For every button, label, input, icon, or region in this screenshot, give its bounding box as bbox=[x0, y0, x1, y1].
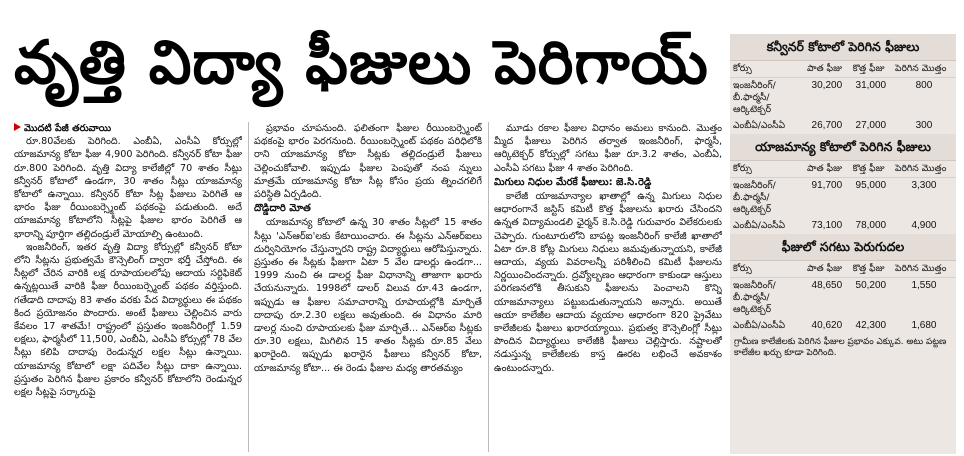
increase-cell: 1,550 bbox=[911, 280, 937, 291]
article-body bbox=[14, 122, 726, 452]
article-subheading: దొడ్డిదారి మోత bbox=[254, 203, 311, 215]
column-header: కొత్త ఫీజు bbox=[850, 261, 892, 278]
article-paragraph: ప్రభావం చూపనుంది. ఫలితంగా ఫీజుల రీయింబర్స్మెంట్ పథకంపై భారం పెరగనుంది. రీయింబర్స్మెంట్ పథకం పరిధిలోకి రాని యాజమాన్య కోటా సీట్లకు తల్లిదండ్రులే ఫీజులు చెల్లించుకోవాలి. ఇప్పుడు ఫీజుల పెంపుతో నంప న్నులు మాత్రమే యాజమాన్య కోటా సీట్ల కోసం ప్రయ త్నించగలిగే పరిస్థితి ఏర్పడింది. bbox=[254, 123, 482, 201]
column-header: పెరిగిన మొత్తం bbox=[892, 61, 956, 78]
old-fee-cell: 40,620 bbox=[811, 320, 843, 331]
article-column-2 bbox=[254, 122, 482, 452]
new-fee-cell: 78,000 bbox=[855, 220, 887, 231]
increase-cell: 3,300 bbox=[911, 180, 937, 191]
column-header: కోర్సు bbox=[730, 161, 804, 178]
sidebar-footnote: గ్రామీణ కాలేజీలకు పెరిగిన ఫీజుల ప్రభావం ఎక్కువ. అటు పట్టణ కాలేజీల ఖర్చు కూడా పెరిగింది. bbox=[734, 337, 947, 358]
article-paragraph bbox=[14, 122, 242, 135]
table-row bbox=[730, 118, 956, 134]
column-header: కోర్సు bbox=[730, 61, 804, 78]
table-header-row bbox=[730, 161, 956, 178]
crossref-label: మొదటి పేజీ తరువాయి bbox=[24, 123, 112, 134]
new-fee-cell: 27,000 bbox=[855, 120, 887, 131]
table-row bbox=[730, 78, 956, 119]
old-fee-cell: 30,200 bbox=[811, 80, 843, 91]
table-row bbox=[730, 178, 956, 219]
article-paragraph: కాలేజీ యాజమాన్యాల ఖాతాల్లో ఉన్న మిగులు నిధుల ఆధారంగానే జస్టిస్ కమిటీ కొత్త ఫీజులను ఖరారు చేసిందని ఉన్నత విద్యామండలి ఛైర్మన్ కె.సి.రెడ్డి గురువారం విలేకరులకు చెప్పారు. గుంటూరులోని బాపట్ల ఇంజనీరింగ్ కాలేజీ ఖాతాలో ఏటా రూ.8 కోట్ల మిగులు నిధులు జమవుతున్నాయని, కాలేజీ ఆదాయ, వ్యయ వివరాలన్నీ పరిశీలించి కమిటీ ఫీజులను నిర్ణయించిందన్నారు. ద్రవ్యోల్బణం ఆధారంగా కాకుండా ఆస్తులు పరిగణనలోకి తీసుకుని ఫీజులను పెంచాలని కొన్ని యాజమాన్యాలు పట్టుబడుతున్నాయని అన్నారు. అయితే ఆయా కాలేజీల ఆదాయ వ్యయాల ఆధారంగా 820 ప్రైవేటు కాలేజీలకు ఫీజులు ఖరారయ్యాయి. ప్రభుత్వ కౌన్సెలింగ్లో సీట్లు పొందిన విద్యార్థులు కాలేజీకి ఫీజులు చెల్లిస్తారు. నష్టాలతో నడుస్తున్న కాలేజీలకు కాస్త ఊరట లభించే అవకాశం ఉంటుందన్నారు. bbox=[494, 191, 722, 374]
increase-cell: 300 bbox=[915, 120, 933, 131]
new-fee-cell: 50,200 bbox=[855, 280, 887, 291]
article-subheading: మిగులు నిధుల మేరకే ఫీజులు: జె.సి.రెడ్డి bbox=[494, 176, 652, 188]
fee-table bbox=[730, 61, 956, 134]
column-header: పెరిగిన మొత్తం bbox=[892, 261, 956, 278]
article-paragraph: రూ.80వేలకు పెరిగింది. ఎంబీఏ, ఎంసీఏ కోర్సుల్లో యాజమాన్య కోటా ఫీజు 4,900 పెరిగింది. కన్వీనర్ కోటా ఫీజు రూ.800 పెరిగింది. వృత్తి విద్యా కాలేజీల్లో 70 శాతం సీట్లు కన్వీనర్ కోటాలో ఉండగా, 30 శాతం సీట్లు యాజమాన్య కోటాలో ఉన్నాయి. కన్వీనర్ కోటా సీట్ల ఫీజులు పెరిగితే ఆ భారం ఫీజు రీయింబర్స్మెంట్ పథకంపై పడుతుంది. అదే యాజమాన్య కోటాలోని సీట్లపై ఫీజుల భారం పెరిగితే ఆ భారాన్ని పూర్తిగా తల్లిదండ్రులే మోయాల్సి ఉంటుంది. bbox=[14, 136, 242, 240]
table-row bbox=[730, 218, 956, 234]
old-fee-cell: 26,700 bbox=[811, 120, 843, 131]
fee-table bbox=[730, 161, 956, 234]
table-header-row bbox=[730, 61, 956, 78]
sidebar-section-title: ఫీజులో సగటు పెరుగుదల bbox=[730, 234, 956, 261]
course-cell: ఇంజనీరింగ్/ బీ.ఫార్మసీ/ ఆర్కిటెక్చర్ bbox=[733, 80, 776, 115]
sidebar-section-title: కన్వీనర్ కోటాలో పెరిగిన ఫీజులు bbox=[730, 34, 956, 61]
increase-cell: 800 bbox=[915, 80, 933, 91]
column-header: పాత ఫీజు bbox=[804, 161, 850, 178]
course-cell: ఎంబీఏ/ఎంసీఏ bbox=[733, 120, 786, 131]
new-fee-cell: 95,000 bbox=[855, 180, 887, 191]
table-row bbox=[730, 318, 956, 334]
article-column-1 bbox=[14, 122, 242, 452]
old-fee-cell: 48,650 bbox=[811, 280, 843, 291]
column-divider bbox=[248, 122, 249, 452]
table-row bbox=[730, 278, 956, 319]
old-fee-cell: 73,100 bbox=[811, 220, 843, 231]
fee-table bbox=[730, 261, 956, 334]
increase-cell: 1,680 bbox=[911, 320, 937, 331]
course-cell: ఎంబీఏ/ఎంసీఏ bbox=[733, 320, 786, 331]
column-header: పెరిగిన మొత్తం bbox=[892, 161, 956, 178]
new-fee-cell: 42,300 bbox=[855, 320, 887, 331]
new-fee-cell: 31,000 bbox=[855, 80, 887, 91]
sidebar-section-title: యాజమాన్య కోటాలో పెరిగిన ఫీజులు bbox=[730, 134, 956, 161]
headline: వృత్తి విద్యా ఫీజులు పెరిగాయ్ bbox=[14, 28, 709, 98]
course-cell: ఇంజనీరింగ్/ బీ.ఫార్మసీ/ ఆర్కిటెక్చర్ bbox=[733, 280, 776, 315]
course-cell: ఇంజనీరింగ్/ బీ.ఫార్మసీ/ ఆర్కిటెక్చర్ bbox=[733, 180, 776, 215]
fee-sidebar bbox=[730, 34, 956, 454]
article-paragraph: ఇంజనీరింగ్, ఇతర వృత్తి విద్యా కోర్సుల్లో కన్వీనర్ కోటా లోని సీట్లను ప్రభుత్వమే కౌన్సెలింగ్ ద్వారా భర్తీ చేస్తోంది. ఈ సీట్లలో చేరిన వారికి లక్ష రూపాయలలోపు ఆదాయ సర్టిఫికెట్ ఉన్నట్లయితే వారికి ఫీజు రీయింబర్స్మెంట్ పథకం వర్తిస్తుంది. గతేడాది దాదాపు 83 శాతం వరకు పేద విద్యార్థులు ఈ పథకం కింద ప్రయోజనం పొందారు. అంటే ఫీజులు చెల్లించిన వారు కేవలం 17 శాతమే! రాష్ట్రంలో ప్రస్తుతం ఇంజనీరింగ్లో 1.59 లక్షలు, ఫార్మసీలో 11,500, ఎంబీఏ, ఎంసీఏ కోర్సుల్లో 78 వేల సీట్లు కలిపి దాదాపు రెండున్నర లక్షల సీట్లు ఉన్నాయి. యాజమాన్య కోటాలో లక్షా పదివేల సీట్లు దాకా ఉన్నాయి. ప్రస్తుతం పెరిగిన ఫీజుల ప్రకారం కన్వీనర్ కోటాలోని రెండున్నర లక్షల సీట్లపై సర్కారుపై bbox=[14, 241, 242, 399]
column-header: కొత్త ఫీజు bbox=[850, 61, 892, 78]
article-column-3 bbox=[494, 122, 722, 452]
increase-cell: 4,900 bbox=[911, 220, 937, 231]
old-fee-cell: 91,700 bbox=[811, 180, 843, 191]
column-header: కొత్త ఫీజు bbox=[850, 161, 892, 178]
column-header: పాత ఫీజు bbox=[804, 61, 850, 78]
article-paragraph: మూడు రకాల ఫీజుల విధానం అమలు కానుంది. మొత్తం మ్మీద ఫీజులు పెరిగిన తర్వాత ఇంజనీరింగ్, ఫార్మసీ, ఆర్కిటెక్చర్ కోర్సుల్లో సగటు ఫీజు రూ.3.2 శాతం, ఎంబీఏ, ఎంసీఏ సగటు ఫీజు 4 శాతం పెరిగింది. bbox=[494, 123, 722, 174]
course-cell: ఎంబీఏ/ఎంసీఏ bbox=[733, 220, 786, 231]
column-header: పాత ఫీజు bbox=[804, 261, 850, 278]
column-header: కోర్సు bbox=[730, 261, 804, 278]
table-header-row bbox=[730, 261, 956, 278]
column-divider bbox=[488, 122, 489, 452]
bullet-triangle-icon bbox=[14, 123, 21, 131]
article-paragraph: యాజమాన్య కోటాలో ఉన్న 30 శాతం సీట్లలో 15 శాతం సీట్లు 'ఎన్ఆర్ఐ'లకు కేటాయించారు. ఈ సీట్లను ఎన్ఆర్ఐలు దుర్వినియోగం చేస్తున్నారని రాష్ట్ర విద్యార్థులు ఆరోపిస్తున్నారు. ప్రస్తుతం ఈ సీట్లకు ఫీజుగా ఏటా 5 వేల డాలర్లు ఉండగా... 1999 నుంచి ఈ డాలర్ల ఫీజు విధానాన్ని తాజాగా ఖరారు చేయనున్నారు. 1998లో డాలర్ విలువ రూ.43 ఉండగా, ఇప్పుడు ఆ ఫీజుల సమాచారాన్ని రూపాయల్లోకి మార్చితే దాదాపు రూ.2.30 లక్షలు అవుతుంది. ఈ విధానం మారి డాలర్ల నుంచి రూపాయలకు ఫీజు మార్చితే... ఎన్ఆర్ఐ సీట్లకు రూ.30 లక్షలు, మిగిలిన 15 శాతం సీట్లకు రూ.85 వేలు ఖరారైంది. ఇప్పుడు ఖరారైన ఫీజులు కన్వీనర్ కోటా, యాజమాన్య కోటా... ఈ రెండు ఫీజుల మధ్య తారతమ్యం bbox=[254, 217, 482, 374]
